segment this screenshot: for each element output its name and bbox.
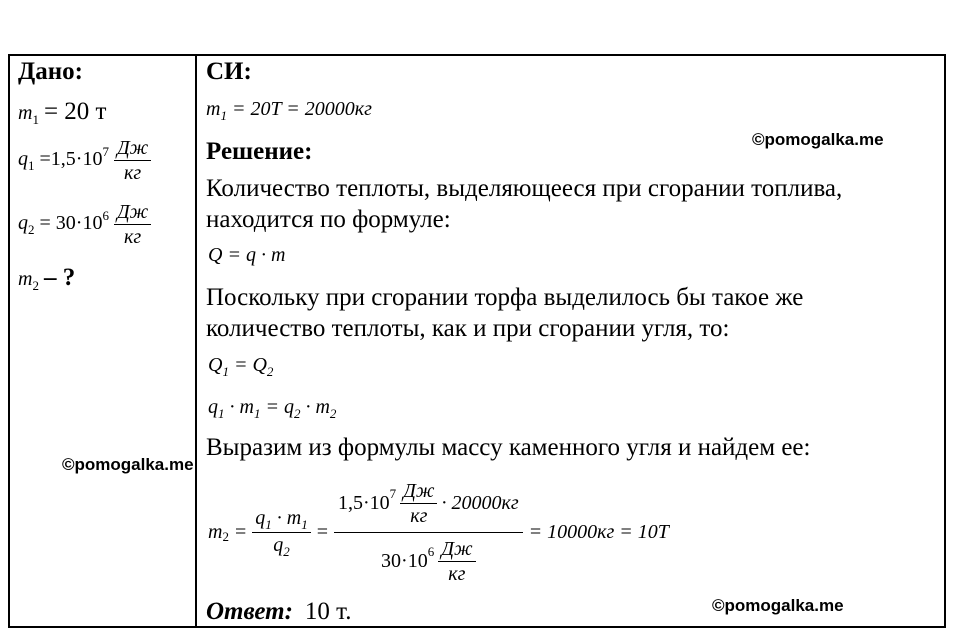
watermark-left: ©pomogalka.me <box>62 455 194 474</box>
given-q1: $q_1 =1,5\cdot 10^7$ $\frac{Дж}{кг}$ <box>18 136 151 185</box>
final-formula: m 2 = $\frac{q_1 \cdot m_1}{q_2}$ = 1,5·10 7 $\frac{Дж}{кг}$ · 20000кг 30·10 6 $\frac{Дж}{кг}$ = 10000кг = 10T <box>208 479 669 585</box>
answer-line: Ответ: 10 т. <box>206 598 352 625</box>
solution-text2-line1: Поскольку при сгорании торфа выделилось бы такое же <box>206 284 804 311</box>
si-header: СИ: <box>206 58 252 85</box>
equation-heat-balance: $q_1 \cdot m_1 = q_2 \cdot m_2$ <box>208 396 337 421</box>
given-header: Дано: <box>18 58 83 85</box>
solution-text2-line2: количество теплоты, как и при сгорании угля, то: <box>206 315 730 342</box>
given-m2: $m_2$ – ? <box>18 264 76 293</box>
equation-q1-equals-q2: $Q_1 = Q_2$ <box>208 354 274 379</box>
given-q2: $q_2 = 30\cdot 10^6$ $\frac{Дж}{кг}$ <box>18 200 151 249</box>
ratio-fraction: $\frac{q_1 \cdot m_1}{q_2}$ <box>252 506 310 559</box>
si-mass: $m_1 = 20T = 20000кг$ <box>206 98 372 123</box>
watermark-bottom: ©pomogalka.me <box>712 596 844 615</box>
solution-text1-line1: Количество теплоты, выделяющееся при сгорании топлива, <box>206 175 843 202</box>
given-m1: $m_1 = 20$ т <box>18 98 107 127</box>
formula-q-equals-qm: Q = q · m <box>208 244 286 266</box>
watermark-top: ©pomogalka.me <box>752 130 884 149</box>
column-divider <box>195 54 197 628</box>
solution-text1-line2: находится по формуле: <box>206 206 451 233</box>
big-fraction: 1,5·10 7 $\frac{Дж}{кг}$ · 20000кг 30·10 6 $\frac{Дж}{кг}$ <box>334 479 523 586</box>
solution-text3: Выразим из формулы массу каменного угля и найдем ее: <box>206 434 811 461</box>
solution-header: Решение: <box>206 138 313 165</box>
